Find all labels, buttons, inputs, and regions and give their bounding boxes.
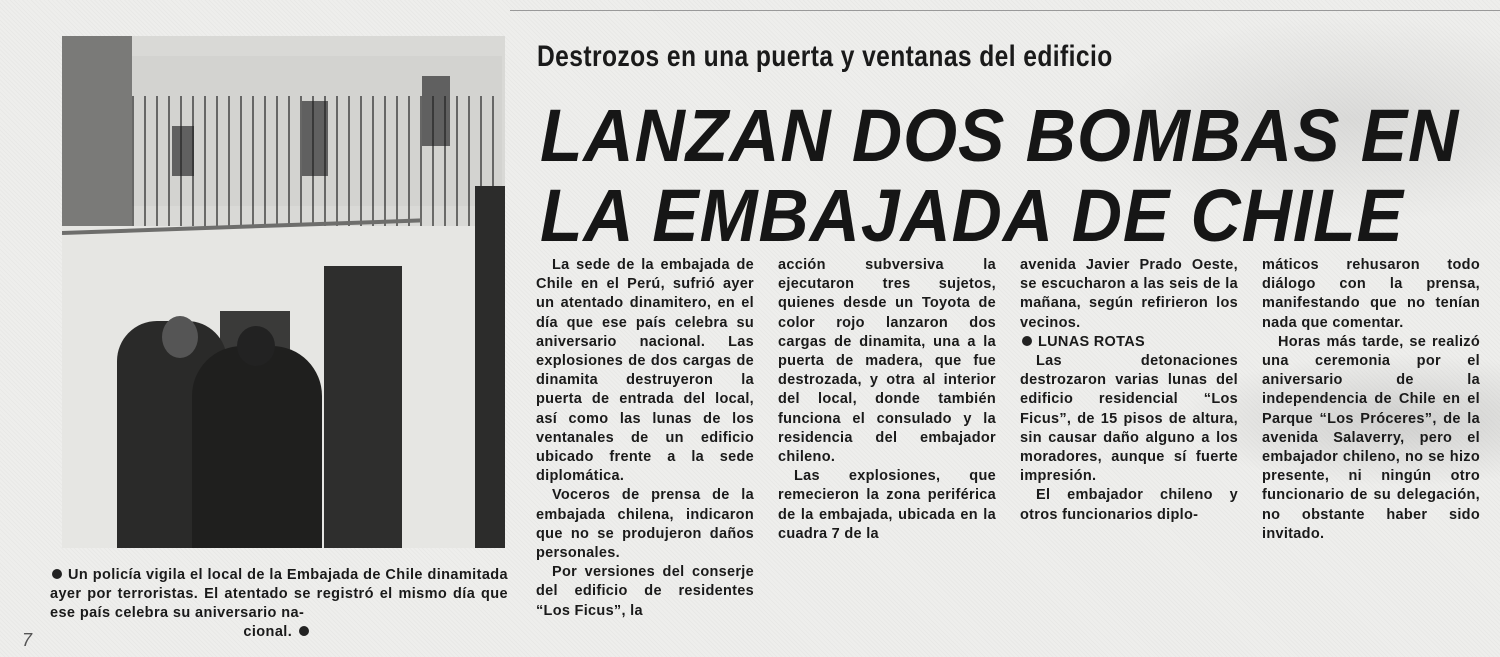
article-column-4 — [1262, 256, 1480, 544]
article-column-3 — [1020, 256, 1238, 525]
paragraph: El embajador chileno y otros funcionarios diplo- — [1020, 487, 1238, 523]
article-headline — [540, 94, 1460, 257]
article-kicker: Destrozos en una puerta y ventanas del edificio — [537, 40, 1113, 73]
bullet-icon — [1022, 336, 1032, 346]
photo-tree — [62, 36, 132, 236]
headline-line-2: LA EMBAJADA DE CHILE — [540, 174, 1404, 257]
article-column-2 — [778, 256, 996, 544]
photo-man-left-head — [162, 316, 198, 358]
paragraph: avenida Javier Prado Oeste, se escucharon a las seis de la mañana, según refirieron los vecinos. — [1020, 257, 1238, 331]
bullet-icon — [52, 569, 62, 579]
torn-edge — [510, 0, 1500, 11]
paragraph: Las detonaciones destrozaron varias lunas del edificio residencial “Los Ficus”, de 15 pisos de altura, sin causar daño alguno a los moradores, aunque sí fuerte impresión. — [1020, 353, 1238, 485]
photo-policeman — [192, 346, 322, 548]
article-column-1 — [536, 256, 754, 621]
caption-text: Un policía vigila el local de la Embajada de Chile dinamitada ayer por terroristas. El atentado se registró el mismo día que ese país celebra su aniversario na- — [50, 567, 508, 621]
paragraph: acción subversiva la ejecutaron tres sujetos, quienes desde un Toyota de color rojo lanzaron dos cargas de dinamita, una a la puerta de madera, que fue destrozada, y otra al interior del local, donde también funciona el consulado y la residencia del embajador chileno. — [778, 257, 996, 466]
photo-damaged-doorway — [324, 266, 402, 548]
subhead-text: LUNAS ROTAS — [1038, 333, 1145, 350]
paragraph: máticos rehusaron todo diálogo con la prensa, manifestando que no tenían nada que comentar. — [1262, 257, 1480, 331]
photo-pillar — [475, 186, 505, 548]
paragraph: La sede de la embajada de Chile en el Perú, sufrió ayer un atentado dinamitero, en el día que ese país celebra su aniversario nacional. Las explosiones de dos cargas de dinamita destruyeron la puerta de entrada del local, así como las lunas de los ventanales de un edificio ubicado frente a la sede diplomática. — [536, 257, 754, 485]
paragraph: Voceros de prensa de la embajada chilena, indicaron que no se produjeron daños personales. — [536, 487, 754, 562]
caption-end: cional. — [243, 624, 293, 640]
section-subhead — [1020, 333, 1238, 352]
photo-caption — [50, 566, 508, 642]
headline-line-1: LANZAN DOS BOMBAS EN — [540, 94, 1460, 177]
paragraph: Las explosiones, que remecieron la zona periférica de la embajada, ubicada en la cuadra 7 de la — [778, 468, 996, 542]
photo-iron-fence — [132, 96, 502, 226]
margin-mark: 7 — [22, 630, 33, 650]
photo-policeman-head — [237, 326, 275, 366]
bullet-icon — [299, 626, 309, 636]
paragraph: Por versiones del conserje del edificio de residentes “Los Ficus”, la — [536, 564, 754, 619]
caption-last-line — [50, 623, 508, 642]
paragraph: Horas más tarde, se realizó una ceremonia por el aniversario de la independencia de Chile en el Parque “Los Próceres”, de la avenida Salaverry, pero el embajador chileno, no se hizo presente, ni ningún otro funcionario de su delegación, no obstante haber sido invitado. — [1262, 333, 1480, 542]
article-photo — [62, 36, 505, 548]
